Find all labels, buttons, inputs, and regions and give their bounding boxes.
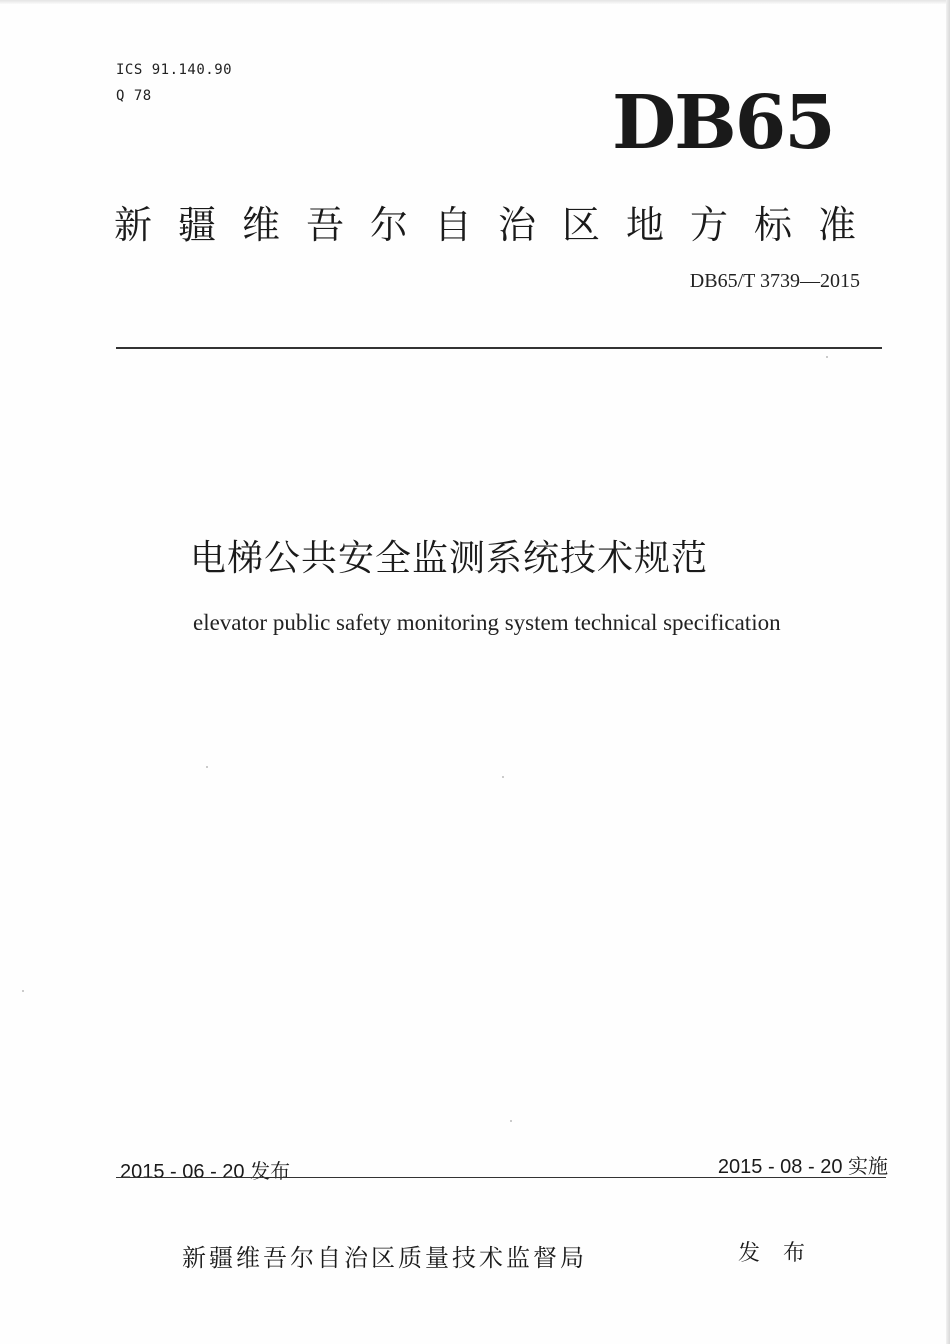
header-divider [116, 347, 882, 349]
publisher-name: 新疆维吾尔自治区质量技术监督局 [182, 1244, 587, 1272]
implementation-date: 2015 - 08 - 20 实施 [717, 1156, 888, 1178]
issue-date: 2015 - 06 - 20 发布 [120, 1161, 291, 1183]
title-chinese: 电梯公共安全监测系统技术规范 [190, 538, 709, 579]
scan-speck [22, 990, 24, 992]
dates-divider [116, 1177, 886, 1178]
standard-number: DB65/T 3739—2015 [689, 270, 860, 292]
title-english: elevator public safety monitoring system technical specification [193, 610, 781, 635]
scan-speck [502, 776, 504, 778]
page-right-edge [946, 0, 950, 1344]
page-top-edge [0, 0, 950, 4]
scan-speck [510, 1120, 512, 1122]
standard-kind: 新疆维吾尔自治区地方标准 [114, 203, 883, 247]
standard-code: DB65 [612, 80, 834, 166]
publish-label: 发 布 [738, 1241, 813, 1266]
classification-code: Q 78 [116, 88, 152, 104]
scan-speck [826, 356, 828, 358]
scan-speck [206, 766, 208, 768]
ics-code: ICS 91.140.90 [116, 62, 233, 78]
